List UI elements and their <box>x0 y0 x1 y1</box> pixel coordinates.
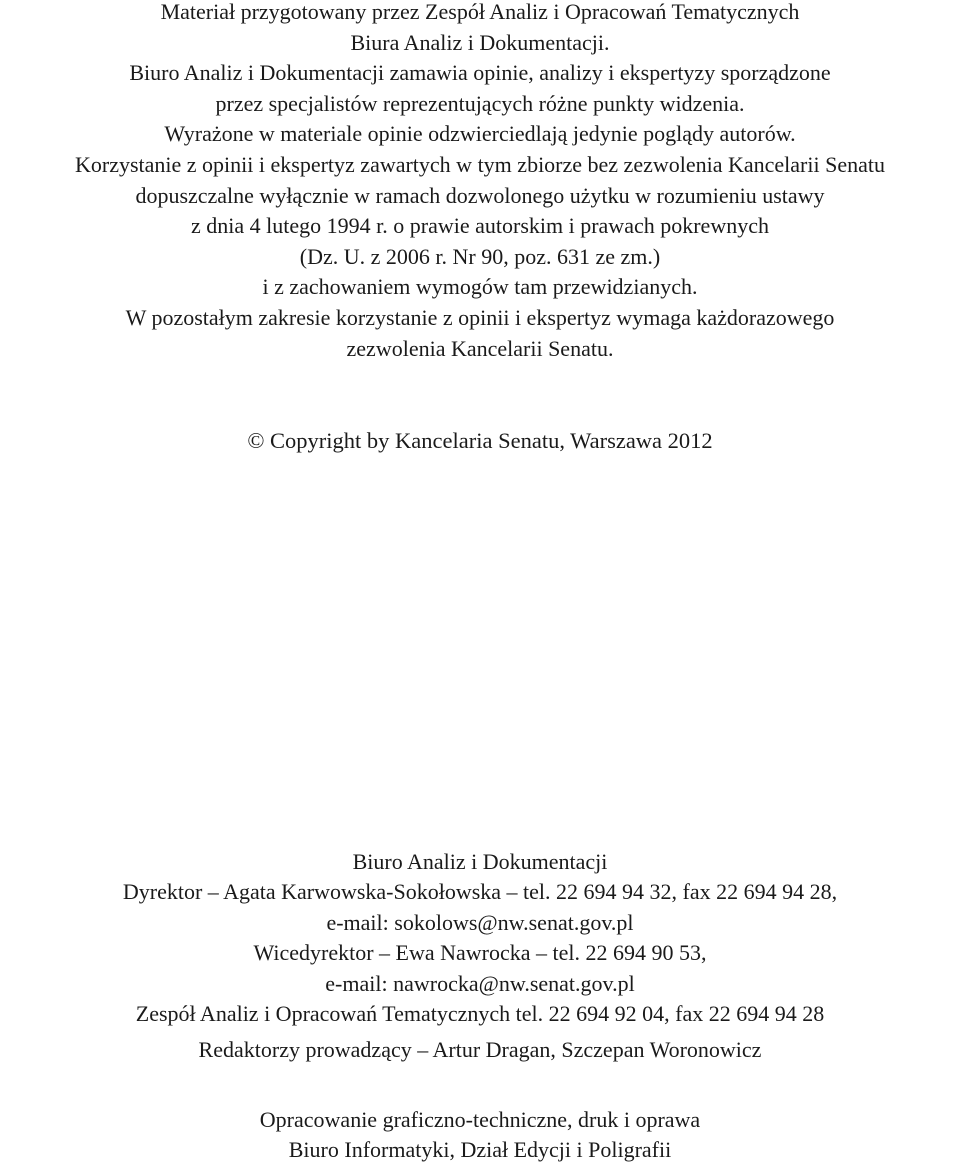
disclaimer-line: Korzystanie z opinii i ekspertyz zawartych w tym zbiorze bez zezwolenia Kancelarii Senatu <box>75 151 885 177</box>
disclaimer-line: Biura Analiz i Dokumentacji. <box>350 29 610 55</box>
disclaimer-line: przez specjalistów reprezentujących różne punkty widzenia. <box>215 90 745 116</box>
printing-line: Biuro Informatyki, Dział Edycji i Poligrafii <box>288 1136 672 1162</box>
director-email: e-mail: sokolows@nw.senat.gov.pl <box>326 909 634 935</box>
staff-block <box>0 847 960 1066</box>
disclaimer-line: (Dz. U. z 2006 r. Nr 90, poz. 631 ze zm.) <box>299 243 661 269</box>
disclaimer-line: Wyrażone w materiale opinie odzwierciedlają jedynie poglądy autorów. <box>164 121 796 147</box>
disclaimer-line: dopuszczalne wyłącznie w ramach dozwolonego użytku w rozumieniu ustawy <box>135 182 825 208</box>
disclaimer-line: Biuro Analiz i Dokumentacji zamawia opinie, analizy i ekspertyzy sporządzone <box>129 60 831 86</box>
team-contact: Zespół Analiz i Opracowań Tematycznych tel. 22 694 92 04, fax 22 694 94 28 <box>135 1001 825 1027</box>
disclaimer-line: i z zachowaniem wymogów tam przewidzianych. <box>262 274 698 300</box>
editors-line: Redaktorzy prowadzący – Artur Dragan, Szczepan Woronowicz <box>198 1037 762 1063</box>
printing-line: Opracowanie graficzno-techniczne, druk i oprawa <box>259 1107 701 1132</box>
disclaimer-line: z dnia 4 lutego 1994 r. o prawie autorskim i prawach pokrewnych <box>191 213 769 239</box>
disclaimer-line: Materiał przygotowany przez Zespół Analiz i Opracowań Tematycznych <box>160 0 800 24</box>
copyright-notice: © Copyright by Kancelaria Senatu, Warszawa 2012 <box>247 428 713 453</box>
printing-block <box>0 1105 960 1164</box>
deputy-contact: Wicedyrektor – Ewa Nawrocka – tel. 22 694 90 53, <box>253 940 707 966</box>
copyright-block <box>0 426 960 456</box>
disclaimer-line: zezwolenia Kancelarii Senatu. <box>346 335 614 361</box>
disclaimer-line: W pozostałym zakresie korzystanie z opinii i ekspertyz wymaga każdorazowego <box>125 304 835 330</box>
director-contact: Dyrektor – Agata Karwowska-Sokołowska – tel. 22 694 94 32, fax 22 694 94 28, <box>122 879 838 905</box>
department-name: Biuro Analiz i Dokumentacji <box>352 849 608 874</box>
disclaimer-block <box>0 0 960 364</box>
deputy-email: e-mail: nawrocka@nw.senat.gov.pl <box>325 970 635 996</box>
